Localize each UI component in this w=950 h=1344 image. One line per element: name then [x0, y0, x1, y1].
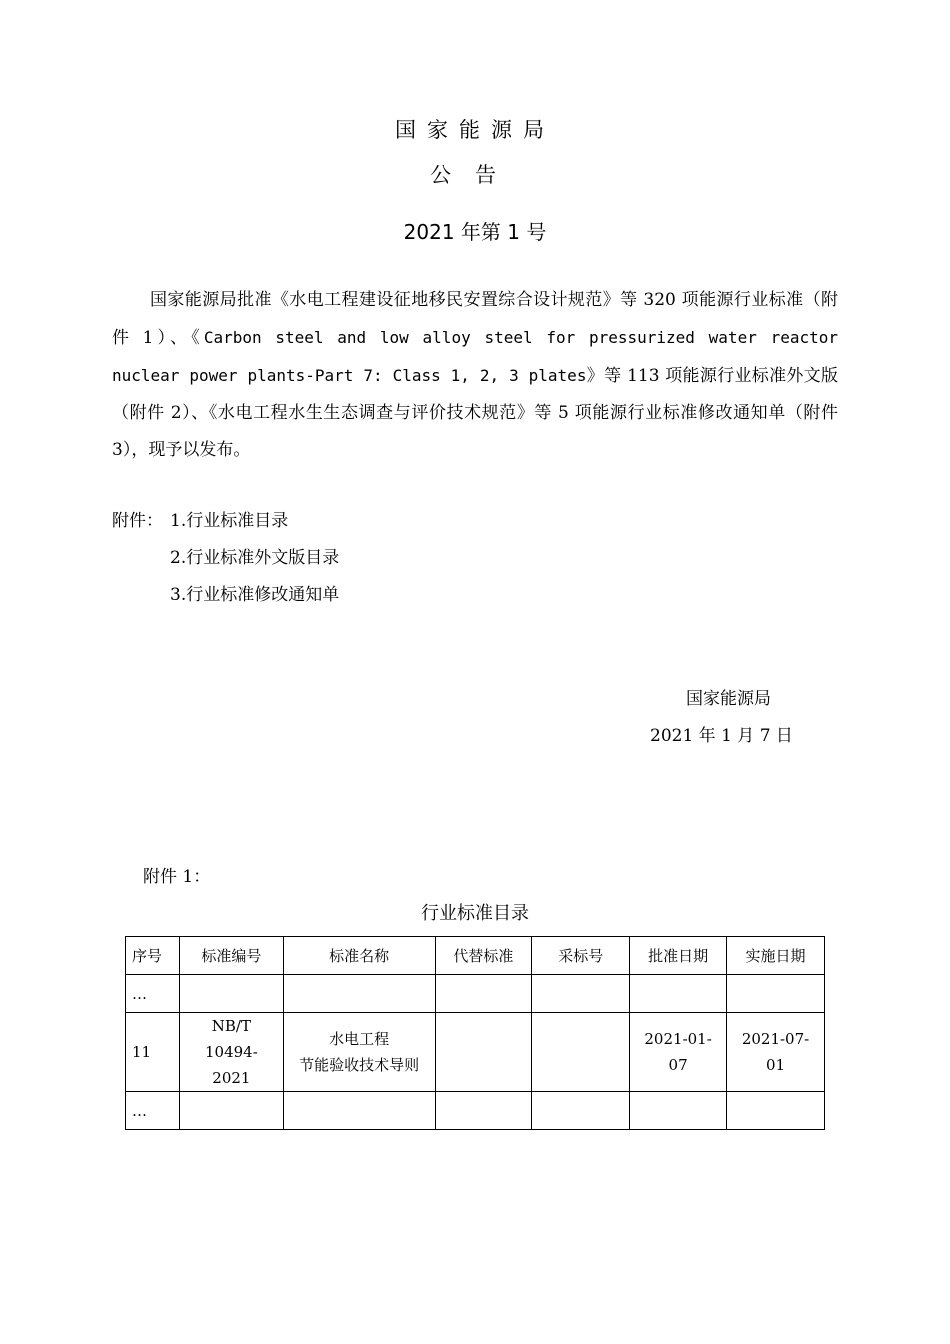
cell-name-line2: 节能验收技术导则 [299, 1056, 420, 1074]
table-row [126, 1013, 825, 1092]
body-text-part2: 》等 113 项能源行业标准外文版（附件 2）、《水电工程水生生态调查与评价技术规范》等 5 项能源行业标准修改通知单（附件 3），现予以发布。 [112, 366, 838, 460]
table-row [126, 1092, 825, 1130]
document-number: 2021 年第 1 号 [403, 220, 547, 244]
cell-code-line1: NB/T [211, 1017, 251, 1035]
ellipsis-cell: … [126, 1092, 180, 1130]
header-code: 标准编号 [179, 937, 283, 975]
cell-seq: 11 [126, 1013, 180, 1092]
cell-code [179, 1013, 283, 1092]
cell-name-line1: 水电工程 [329, 1030, 390, 1048]
attachments-label: 附件： [112, 511, 163, 531]
ellipsis-cell: … [126, 975, 180, 1013]
standards-table [125, 936, 825, 1130]
cell-replaces [435, 1013, 532, 1092]
cell-code-line2: 10494-2021 [204, 1043, 258, 1087]
cell-adopted [532, 1013, 630, 1092]
attachment-item-2: 2.行业标准外文版目录 [170, 548, 340, 568]
cell-effective: 2021-07-01 [727, 1013, 825, 1092]
issuing-agency-title: 国家能源局 [395, 118, 555, 142]
body-text-english-title: Carbon steel and low alloy steel for pressurized water reactor nuclear power plants-Part 7: Class 1, 2, 3 plates [112, 328, 838, 385]
cell-approved: 2021-01-07 [630, 1013, 727, 1092]
document-type-title: 公告 [430, 163, 520, 187]
signature-date: 2021 年 1 月 7 日 [650, 726, 793, 746]
header-approved: 批准日期 [630, 937, 727, 975]
table-header-row [126, 937, 825, 975]
header-effective: 实施日期 [727, 937, 825, 975]
attachment-item-3: 3.行业标准修改通知单 [170, 585, 340, 605]
annex-table-title: 行业标准目录 [421, 903, 529, 924]
table-row [126, 975, 825, 1013]
annex-label: 附件 1： [143, 867, 211, 887]
body-text-part1: 国家能源局批准《水电工程建设征地移民安置综合设计规范》等 320 项能源行业标准（附件 1）、《 [112, 290, 838, 348]
header-seq: 序号 [126, 937, 180, 975]
announcement-body [112, 282, 838, 469]
cell-name [283, 1013, 435, 1092]
header-adopted: 采标号 [532, 937, 630, 975]
header-replaces: 代替标准 [435, 937, 532, 975]
attachment-item-1: 1.行业标准目录 [170, 511, 289, 531]
header-name: 标准名称 [283, 937, 435, 975]
signature-org: 国家能源局 [686, 689, 771, 709]
